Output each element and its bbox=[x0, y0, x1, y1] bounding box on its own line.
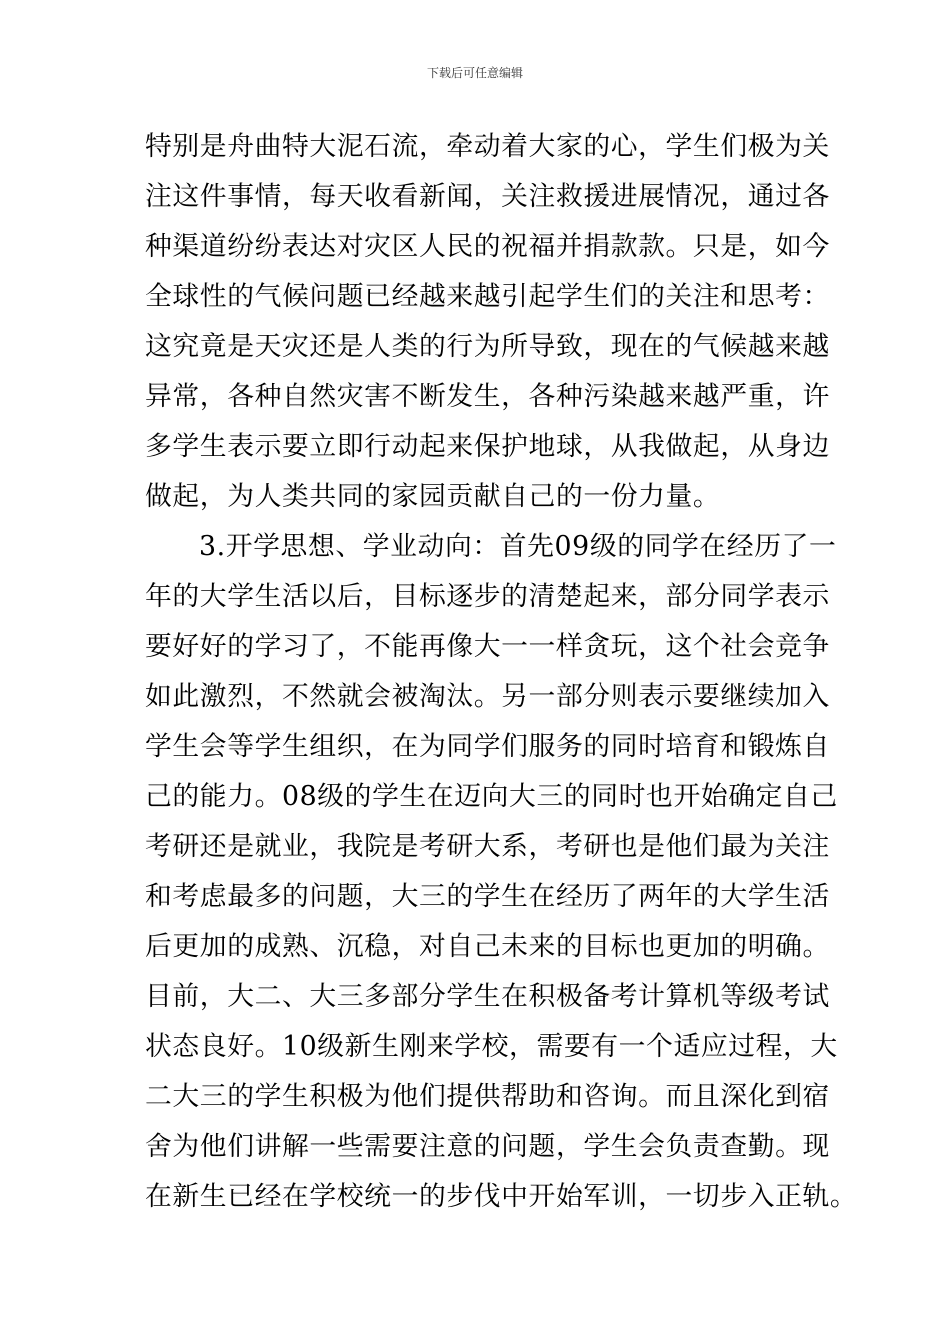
text-line: 考研还是就业，我院是考研大系，考研也是他们最为关注 bbox=[145, 831, 830, 862]
text-line: 在新生已经在学校统一的步伐中开始军训，一切步入正轨。 bbox=[145, 1181, 858, 1212]
text-line: 舍为他们讲解一些需要注意的问题，学生会负责查勤。现 bbox=[145, 1131, 830, 1162]
text-line: 和考虑最多的问题，大三的学生在经历了两年的大学生活 bbox=[145, 881, 830, 912]
text-line: 目前，大二、大三多部分学生在积极备考计算机等级考试 bbox=[145, 981, 830, 1012]
text-line: 状态良好。10级新生刚来学校，需要有一个适应过程，大 bbox=[145, 1031, 838, 1062]
page-header: 下载后可任意编辑 bbox=[426, 66, 523, 80]
section-heading-line: 3.开学思想、学业动向：首先09级的同学在经历了一 bbox=[199, 531, 837, 562]
text-line: 多学生表示要立即行动起来保护地球，从我做起，从身边 bbox=[145, 431, 830, 462]
text-line: 种渠道纷纷表达对灾区人民的祝福并捐款款。只是，如今 bbox=[145, 231, 830, 262]
text-line: 全球性的气候问题已经越来越引起学生们的关注和思考： bbox=[145, 281, 830, 312]
text-line: 异常，各种自然灾害不断发生，各种污染越来越严重，许 bbox=[145, 381, 830, 412]
document-body bbox=[145, 124, 858, 1224]
text-line: 二大三的学生积极为他们提供帮助和咨询。而且深化到宿 bbox=[145, 1081, 830, 1112]
text-line: 己的能力。08级的学生在迈向大三的同时也开始确定自己 bbox=[145, 781, 838, 812]
text-line: 后更加的成熟、沉稳，对自己未来的目标也更加的明确。 bbox=[145, 931, 830, 962]
text-line: 年的大学生活以后，目标逐步的清楚起来，部分同学表示 bbox=[145, 581, 830, 612]
text-line: 做起，为人类共同的家园贡献自己的一份力量。 bbox=[145, 481, 721, 512]
text-line: 这究竟是天灾还是人类的行为所导致，现在的气候越来越 bbox=[145, 331, 830, 362]
text-line: 注这件事情，每天收看新闻，关注救援进展情况，通过各 bbox=[145, 181, 830, 212]
text-line: 特别是舟曲特大泥石流，牵动着大家的心，学生们极为关 bbox=[145, 131, 830, 162]
text-line: 学生会等学生组织，在为同学们服务的同时培育和锻炼自 bbox=[145, 731, 830, 762]
text-line: 如此激烈，不然就会被淘汰。另一部分则表示要继续加入 bbox=[145, 681, 830, 712]
text-line: 要好好的学习了，不能再像大一一样贪玩，这个社会竞争 bbox=[145, 631, 830, 662]
